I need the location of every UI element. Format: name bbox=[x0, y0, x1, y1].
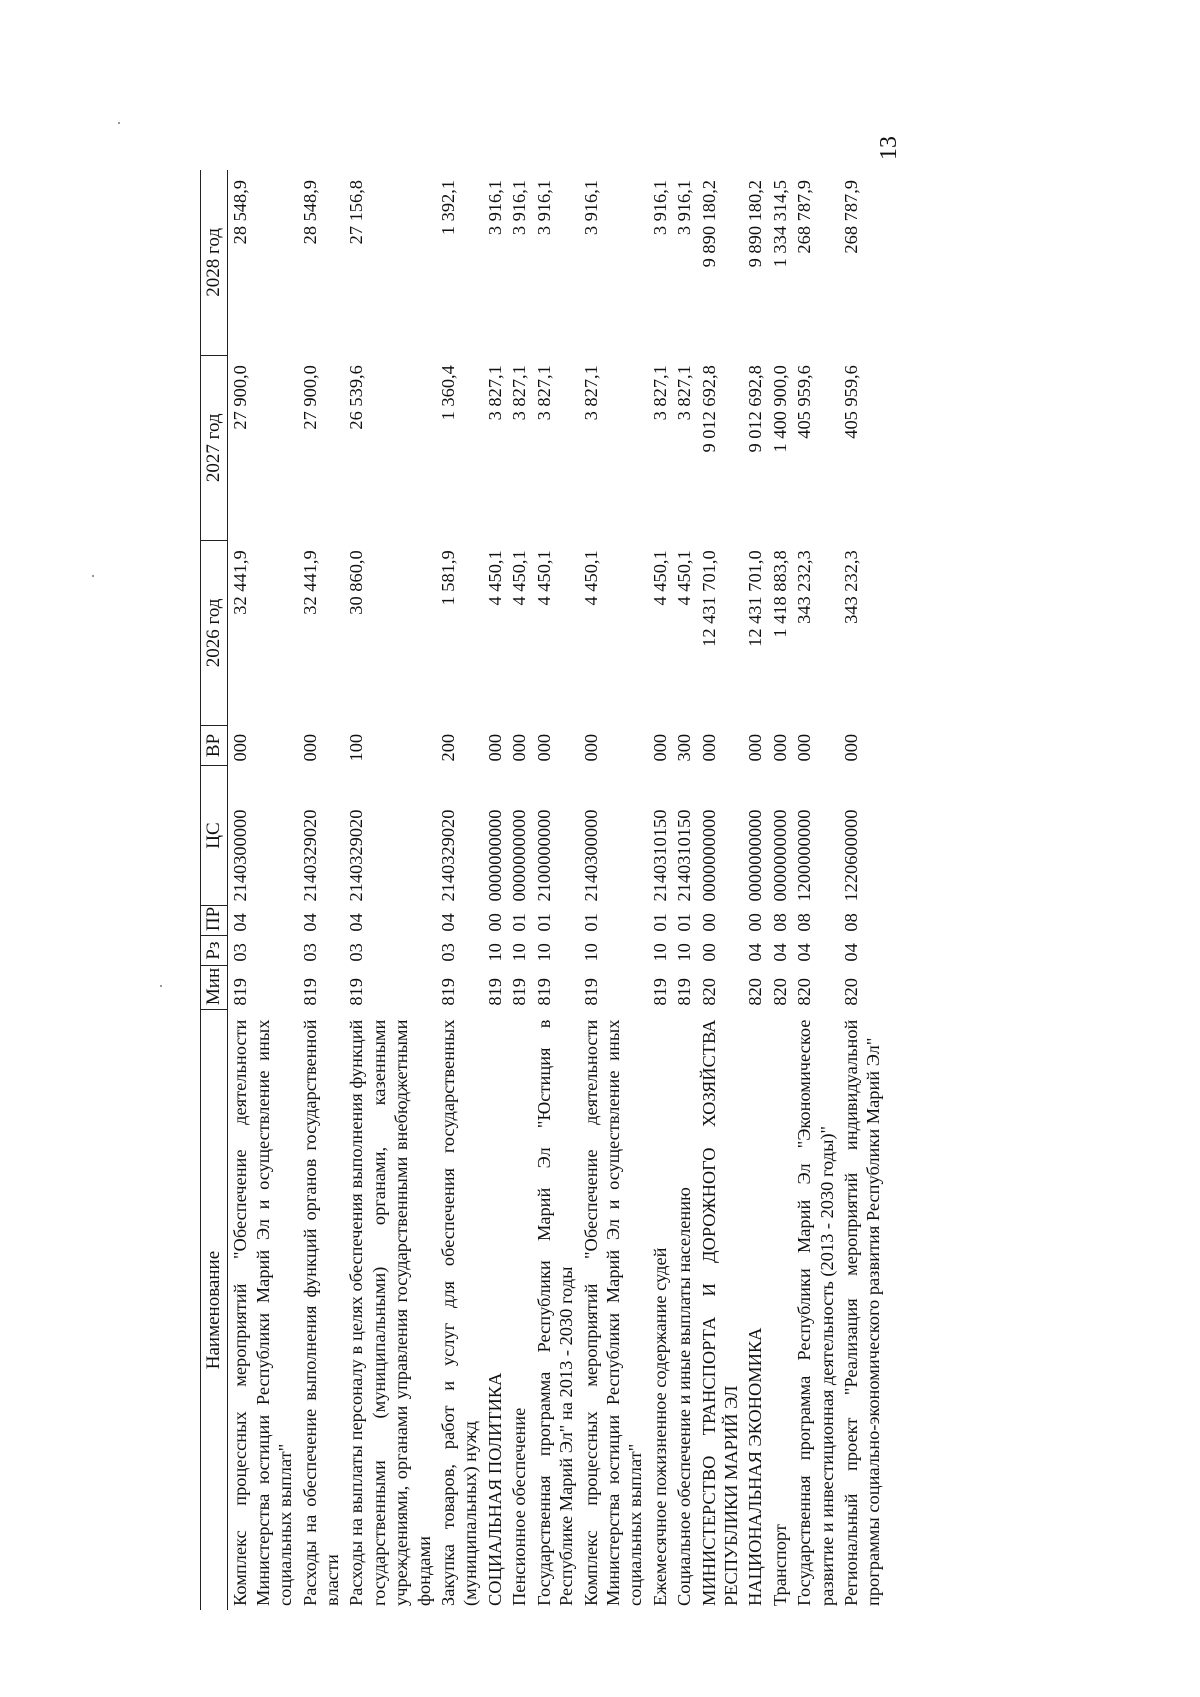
cell-vr: 000 bbox=[649, 733, 670, 762]
cell-vr: 000 bbox=[840, 733, 861, 762]
cell-pr: 08 bbox=[794, 913, 815, 932]
cell-2028: 28 548,9 bbox=[230, 180, 251, 245]
cell-min: 820 bbox=[745, 978, 766, 1006]
cell-rz: 04 bbox=[840, 943, 861, 962]
cell-name: МИНИСТЕРСТВО ТРАНСПОРТА И ДОРОЖНОГО ХОЗЯЙСТВА РЕСПУБЛИКИ МАРИЙ ЭЛ bbox=[698, 1019, 741, 1606]
cell-rz: 03 bbox=[299, 943, 320, 962]
cell-vr: 000 bbox=[769, 733, 790, 762]
cell-cs: 1220600000 bbox=[840, 809, 861, 902]
cell-2028: 3 916,1 bbox=[509, 180, 530, 236]
table-row bbox=[579, 170, 648, 1610]
table-row bbox=[507, 170, 531, 1610]
cell-vr: 000 bbox=[299, 733, 320, 762]
header-rz: Рз bbox=[201, 936, 228, 966]
cell-cs: 2100000000 bbox=[533, 809, 554, 902]
cell-2027: 9 012 692,8 bbox=[698, 365, 719, 453]
budget-table bbox=[200, 170, 886, 1610]
cell-cs: 2140310150 bbox=[649, 809, 670, 902]
cell-vr: 000 bbox=[509, 733, 530, 762]
scan-speck bbox=[160, 985, 162, 987]
cell-min: 820 bbox=[698, 978, 719, 1006]
cell-min: 820 bbox=[840, 978, 861, 1006]
cell-rz: 03 bbox=[230, 943, 251, 962]
cell-2027: 27 900,0 bbox=[299, 365, 320, 430]
cell-pr: 01 bbox=[674, 913, 695, 932]
cell-cs: 2140329020 bbox=[346, 809, 367, 902]
cell-2028: 1 334 314,5 bbox=[769, 180, 790, 268]
cell-rz: 10 bbox=[484, 943, 505, 962]
cell-2028: 1 392,1 bbox=[438, 180, 459, 236]
cell-2026: 32 441,9 bbox=[230, 550, 251, 615]
cell-name: Закупка товаров, работ и услуг для обеспечения государственных (муниципальных) нужд bbox=[438, 1019, 481, 1606]
cell-cs: 1200000000 bbox=[794, 809, 815, 902]
table-row bbox=[697, 170, 744, 1610]
cell-2027: 1 400 900,0 bbox=[769, 365, 790, 453]
cell-min: 819 bbox=[580, 978, 601, 1006]
cell-rz: 10 bbox=[533, 943, 554, 962]
header-2027: 2027 год bbox=[201, 355, 228, 540]
cell-vr: 000 bbox=[794, 733, 815, 762]
cell-name: Расходы на обеспечение выполнения функций органов государственной власти bbox=[299, 1019, 343, 1606]
cell-2028: 3 916,1 bbox=[484, 180, 505, 236]
cell-2026: 1 581,9 bbox=[438, 550, 459, 606]
header-pr: ПР bbox=[201, 906, 228, 936]
header-cs: ЦС bbox=[201, 765, 228, 905]
cell-min: 820 bbox=[769, 978, 790, 1006]
cell-2027: 3 827,1 bbox=[674, 365, 695, 421]
cell-name: Пенсионное обеспечение bbox=[509, 1407, 530, 1606]
table-row bbox=[648, 170, 672, 1610]
cell-pr: 00 bbox=[484, 913, 505, 932]
cell-2026: 12 431 701,0 bbox=[745, 550, 766, 647]
cell-2026: 343 232,3 bbox=[840, 550, 861, 624]
cell-2026: 4 450,1 bbox=[649, 550, 670, 606]
cell-vr: 000 bbox=[230, 733, 251, 762]
cell-2026: 12 431 701,0 bbox=[698, 550, 719, 647]
cell-name: Региональный проект "Реализация мероприятий индивидуальной программы социально-экономического развития Республики Марий Эл" bbox=[840, 1019, 884, 1606]
cell-2026: 1 418 883,8 bbox=[769, 550, 790, 638]
cell-2028: 3 916,1 bbox=[533, 180, 554, 236]
cell-2026: 4 450,1 bbox=[674, 550, 695, 606]
cell-2027: 1 360,4 bbox=[438, 365, 459, 421]
cell-name: Транспорт bbox=[769, 1524, 790, 1606]
cell-vr: 000 bbox=[580, 733, 601, 762]
cell-pr: 00 bbox=[745, 913, 766, 932]
cell-pr: 01 bbox=[533, 913, 554, 932]
cell-2028: 268 787,9 bbox=[794, 180, 815, 254]
cell-2026: 30 860,0 bbox=[346, 550, 367, 615]
cell-2027: 405 959,6 bbox=[840, 365, 861, 439]
cell-min: 819 bbox=[299, 978, 320, 1006]
cell-rz: 04 bbox=[745, 943, 766, 962]
cell-2027: 3 827,1 bbox=[649, 365, 670, 421]
cell-rz: 04 bbox=[769, 943, 790, 962]
cell-min: 819 bbox=[230, 978, 251, 1006]
cell-name: Социальное обеспечение и иные выплаты населению bbox=[674, 1187, 695, 1606]
cell-2026: 4 450,1 bbox=[484, 550, 505, 606]
cell-pr: 01 bbox=[580, 913, 601, 932]
header-2028: 2028 год bbox=[201, 170, 228, 355]
cell-min: 819 bbox=[509, 978, 530, 1006]
cell-name: Ежемесячное пожизненное содержание судей bbox=[649, 1247, 670, 1606]
cell-2027: 3 827,1 bbox=[533, 365, 554, 421]
cell-name: Комплекс процессных мероприятий "Обеспечение деятельности Министерства юстиции Республики Марий Эл и осуществление иных социальных выплат" bbox=[580, 1019, 646, 1606]
cell-2028: 27 156,8 bbox=[346, 180, 367, 245]
cell-vr: 000 bbox=[533, 733, 554, 762]
cell-2028: 268 787,9 bbox=[840, 180, 861, 254]
cell-2027: 26 539,6 bbox=[346, 365, 367, 430]
cell-2027: 27 900,0 bbox=[230, 365, 251, 430]
cell-cs: 2140329020 bbox=[299, 809, 320, 902]
cell-2028: 9 890 180,2 bbox=[745, 180, 766, 268]
rotated-table-container bbox=[200, 170, 1010, 1610]
cell-pr: 04 bbox=[438, 913, 459, 932]
header-name: Наименование bbox=[201, 1010, 228, 1610]
table-row bbox=[228, 170, 298, 1610]
cell-cs: 0000000000 bbox=[769, 809, 790, 902]
cell-2028: 9 890 180,2 bbox=[698, 180, 719, 268]
cell-vr: 300 bbox=[674, 733, 695, 762]
cell-rz: 10 bbox=[509, 943, 530, 962]
cell-vr: 000 bbox=[698, 733, 719, 762]
cell-cs: 2140329020 bbox=[438, 809, 459, 902]
cell-cs: 2140310150 bbox=[674, 809, 695, 902]
cell-name: НАЦИОНАЛЬНАЯ ЭКОНОМИКА bbox=[745, 1327, 766, 1606]
cell-2027: 405 959,6 bbox=[794, 365, 815, 439]
table-row bbox=[344, 170, 436, 1610]
cell-min: 819 bbox=[484, 978, 505, 1006]
cell-2028: 3 916,1 bbox=[649, 180, 670, 236]
table-row bbox=[436, 170, 483, 1610]
cell-2027: 9 012 692,8 bbox=[745, 365, 766, 453]
cell-pr: 01 bbox=[649, 913, 670, 932]
cell-rz: 10 bbox=[580, 943, 601, 962]
header-min: Мин bbox=[201, 966, 228, 1010]
cell-rz: 10 bbox=[674, 943, 695, 962]
cell-pr: 04 bbox=[299, 913, 320, 932]
table-row bbox=[839, 170, 886, 1610]
cell-cs: 2140300000 bbox=[230, 809, 251, 902]
header-2026: 2026 год bbox=[201, 540, 228, 725]
cell-cs: 0000000000 bbox=[509, 809, 530, 902]
page-number: 13 bbox=[876, 136, 902, 160]
cell-cs: 0000000000 bbox=[745, 809, 766, 902]
cell-name: Расходы на выплаты персоналу в целях обеспечения выполнения функций государственными (муниципальными) органами, казенными учреждениями, органами управления государственными внебюджетными фондами bbox=[346, 1019, 434, 1606]
cell-name: Государственная программа Республики Марий Эл "Экономическое развитие и инвестиционная деятельность (2013 - 2030 годы)" bbox=[794, 1019, 837, 1606]
cell-pr: 04 bbox=[346, 913, 367, 932]
cell-name: СОЦИАЛЬНАЯ ПОЛИТИКА bbox=[484, 1372, 505, 1606]
cell-cs: 2140300000 bbox=[580, 809, 601, 902]
cell-vr: 200 bbox=[438, 733, 459, 762]
header-vr: ВР bbox=[201, 725, 228, 765]
cell-2026: 343 232,3 bbox=[794, 550, 815, 624]
cell-pr: 08 bbox=[769, 913, 790, 932]
cell-2028: 28 548,9 bbox=[299, 180, 320, 245]
cell-vr: 000 bbox=[745, 733, 766, 762]
cell-rz: 03 bbox=[438, 943, 459, 962]
cell-pr: 08 bbox=[840, 913, 861, 932]
cell-name: Комплекс процессных мероприятий "Обеспечение деятельности Министерства юстиции Республики Марий Эл и осуществление иных социальных выплат" bbox=[230, 1019, 296, 1606]
cell-2028: 3 916,1 bbox=[580, 180, 601, 236]
cell-2026: 4 450,1 bbox=[509, 550, 530, 606]
table-row bbox=[768, 170, 792, 1610]
cell-2026: 32 441,9 bbox=[299, 550, 320, 615]
cell-min: 819 bbox=[674, 978, 695, 1006]
scan-speck bbox=[92, 575, 94, 577]
cell-2026: 4 450,1 bbox=[533, 550, 554, 606]
table-row bbox=[532, 170, 579, 1610]
cell-vr: 100 bbox=[346, 733, 367, 762]
cell-2028: 3 916,1 bbox=[674, 180, 695, 236]
table-header-row bbox=[201, 170, 228, 1610]
cell-2027: 3 827,1 bbox=[580, 365, 601, 421]
cell-pr: 01 bbox=[509, 913, 530, 932]
cell-rz: 10 bbox=[649, 943, 670, 962]
cell-vr: 000 bbox=[484, 733, 505, 762]
cell-pr: 00 bbox=[698, 913, 719, 932]
cell-cs: 0000000000 bbox=[698, 809, 719, 902]
cell-cs: 0000000000 bbox=[484, 809, 505, 902]
table-row bbox=[792, 170, 839, 1610]
cell-min: 819 bbox=[649, 978, 670, 1006]
cell-rz: 03 bbox=[346, 943, 367, 962]
cell-min: 819 bbox=[533, 978, 554, 1006]
table-row bbox=[483, 170, 507, 1610]
table-row bbox=[743, 170, 767, 1610]
cell-2026: 4 450,1 bbox=[580, 550, 601, 606]
table-row bbox=[298, 170, 345, 1610]
cell-pr: 04 bbox=[230, 913, 251, 932]
cell-2027: 3 827,1 bbox=[484, 365, 505, 421]
cell-min: 820 bbox=[794, 978, 815, 1006]
cell-name: Государственная программа Республики Марий Эл "Юстиция в Республике Марий Эл" на 2013 - 2030 годы bbox=[533, 1019, 577, 1606]
table-row bbox=[672, 170, 696, 1610]
cell-rz: 04 bbox=[794, 943, 815, 962]
cell-rz: 00 bbox=[698, 943, 719, 962]
cell-min: 819 bbox=[346, 978, 367, 1006]
cell-2027: 3 827,1 bbox=[509, 365, 530, 421]
scan-speck bbox=[118, 122, 120, 124]
cell-min: 819 bbox=[438, 978, 459, 1006]
